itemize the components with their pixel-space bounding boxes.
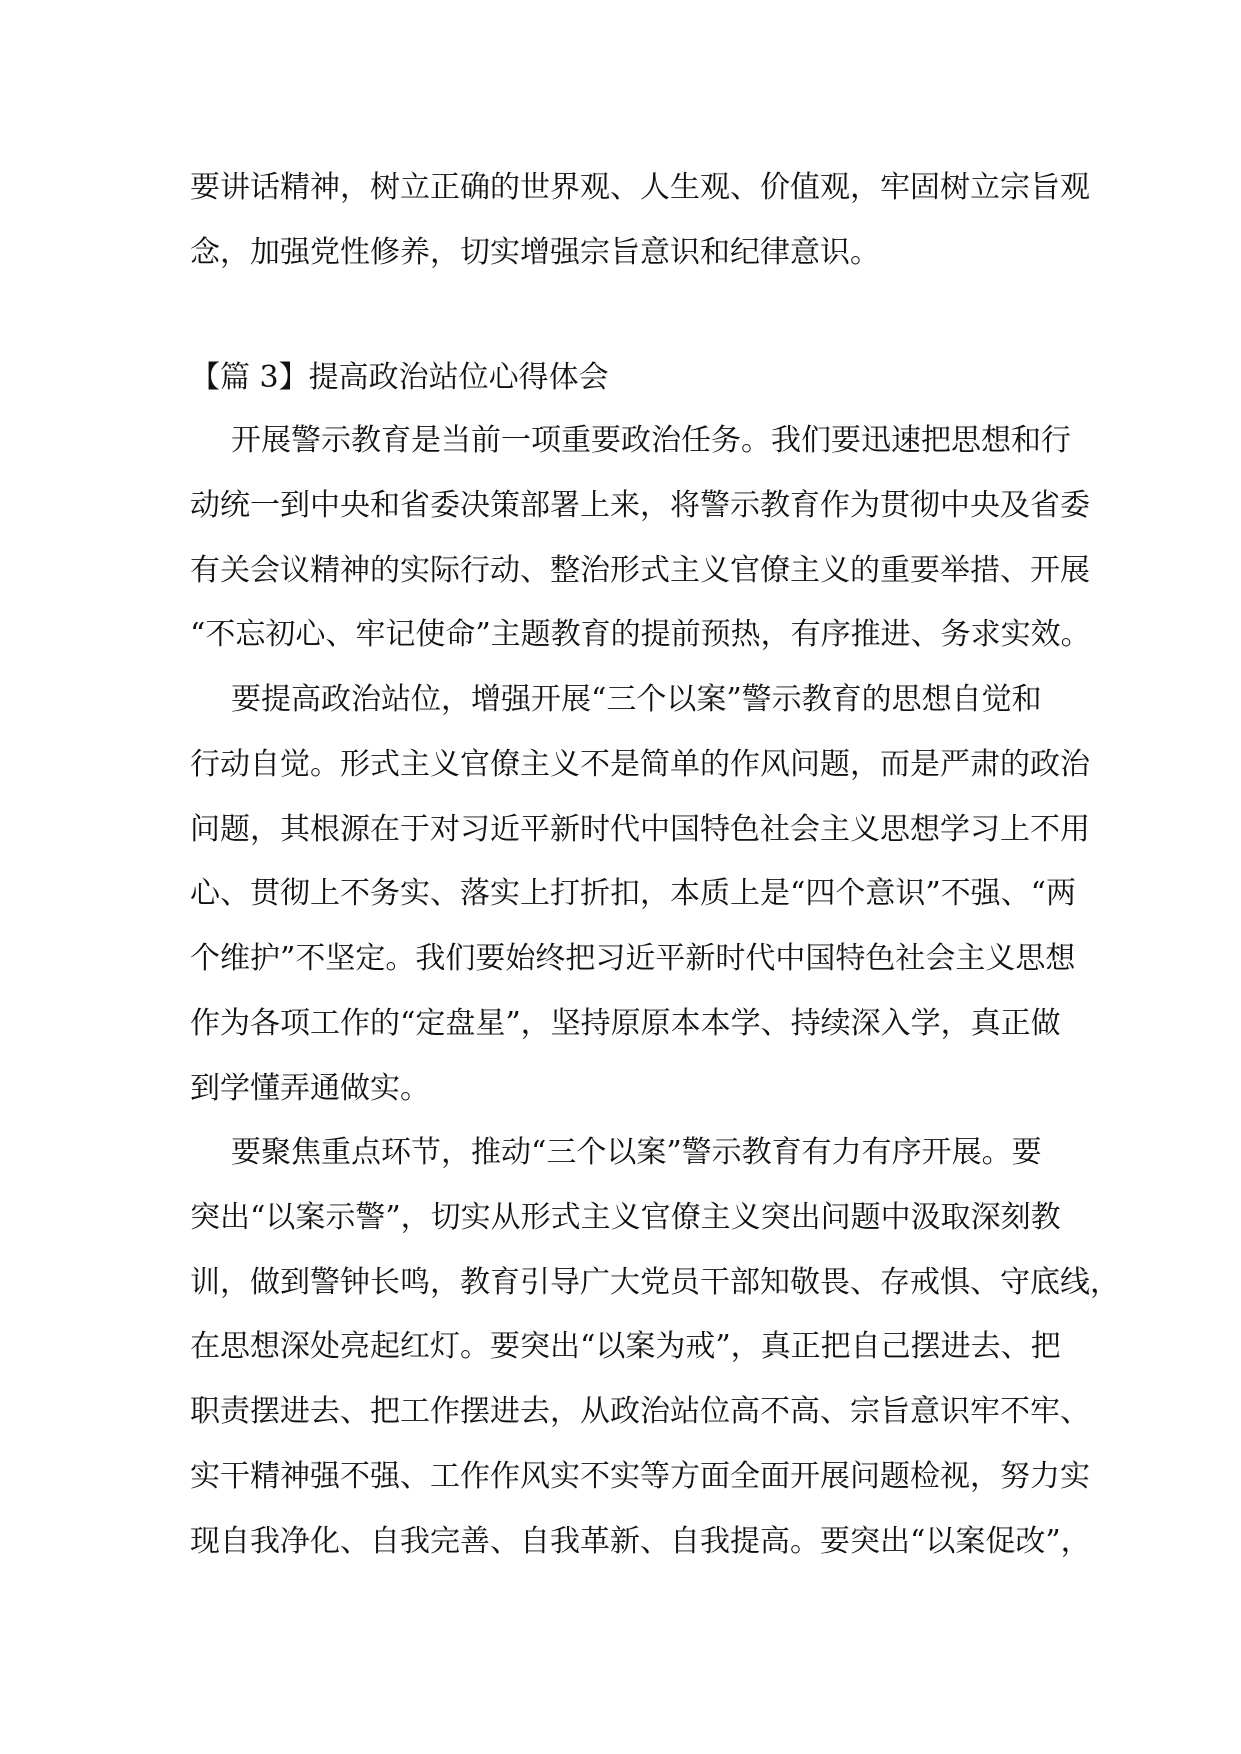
text-line: 问题，其根源在于对习近平新时代中国特色社会主义思想学习上不用	[190, 812, 1090, 847]
text-line: 要讲话精神，树立正确的世界观、人生观、价值观，牢固树立宗旨观	[190, 170, 1090, 205]
text-line: 要聚焦重点环节，推动“三个以案”警示教育有力有序开展。要	[231, 1135, 1042, 1170]
section-heading: 【篇 3】提高政治站位心得体会	[190, 360, 609, 395]
text-line: 心、贯彻上不务实、落实上打折扣，本质上是“四个意识”不强、“两	[190, 876, 1077, 911]
text-line: 开展警示教育是当前一项重要政治任务。我们要迅速把思想和行	[231, 423, 1071, 458]
text-line: 个维护”不坚定。我们要始终把习近平新时代中国特色社会主义思想	[190, 941, 1076, 976]
text-line: 要提高政治站位，增强开展“三个以案”警示教育的思想自觉和	[231, 682, 1042, 717]
text-line: 在思想深处亮起红灯。要突出“以案为戒”，真正把自己摆进去、把	[190, 1329, 1061, 1364]
text-line: “不忘初心、牢记使命”主题教育的提前预热，有序推进、务求实效。	[190, 617, 1091, 652]
text-line: 作为各项工作的“定盘星”，坚持原原本本学、持续深入学，真正做	[190, 1006, 1061, 1041]
text-line: 念，加强党性修养，切实增强宗旨意识和纪律意识。	[190, 235, 880, 270]
text-line: 训，做到警钟长鸣，教育引导广大党员干部知敬畏、存戒惧、守底线，	[190, 1265, 1120, 1300]
text-line: 现自我净化、自我完善、自我革新、自我提高。要突出“以案促改”，	[190, 1524, 1091, 1559]
text-line: 有关会议精神的实际行动、整治形式主义官僚主义的重要举措、开展	[190, 553, 1090, 588]
text-line: 到学懂弄通做实。	[190, 1071, 430, 1106]
text-line: 突出“以案示警”，切实从形式主义官僚主义突出问题中汲取深刻教	[190, 1200, 1061, 1235]
text-line: 实干精神强不强、工作作风实不实等方面全面开展问题检视，努力实	[190, 1459, 1090, 1494]
text-line: 动统一到中央和省委决策部署上来，将警示教育作为贯彻中央及省委	[190, 488, 1090, 523]
text-line: 行动自觉。形式主义官僚主义不是简单的作风问题，而是严肃的政治	[190, 747, 1090, 782]
text-line: 职责摆进去、把工作摆进去，从政治站位高不高、宗旨意识牢不牢、	[190, 1394, 1090, 1429]
